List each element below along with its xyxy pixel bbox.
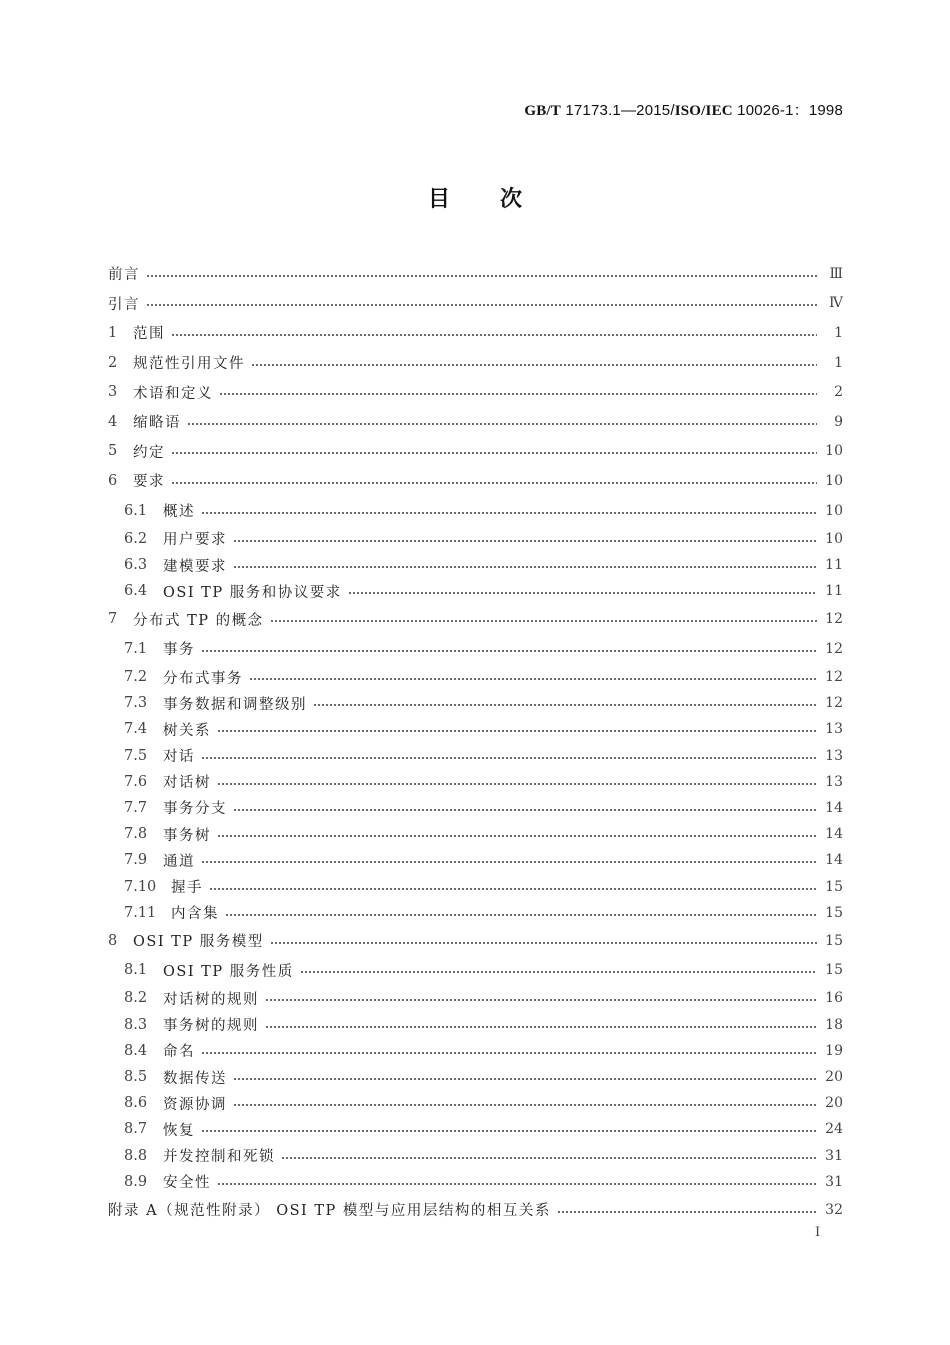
toc-entry-title: 前言 xyxy=(108,267,140,284)
toc-entry[interactable] xyxy=(108,769,843,795)
toc-entry-number: 7.4 xyxy=(124,721,148,738)
dot-leader xyxy=(201,1122,817,1136)
toc-entry-page: 12 xyxy=(825,611,843,628)
toc-entry[interactable] xyxy=(108,604,843,634)
toc-entry-page: 12 xyxy=(825,640,843,657)
toc-entry[interactable] xyxy=(108,289,843,319)
standard-number xyxy=(524,99,843,120)
toc-entry-number: 7.7 xyxy=(124,799,148,816)
toc-entry[interactable] xyxy=(108,1090,843,1116)
dot-leader xyxy=(209,880,817,894)
toc-entry[interactable] xyxy=(108,552,843,578)
toc-entry-page: 31 xyxy=(825,1147,843,1164)
dot-leader xyxy=(201,642,817,656)
toc-entry-title: 规范性引用文件 xyxy=(133,356,245,373)
toc-entry-number: 8 xyxy=(108,932,118,949)
dot-leader xyxy=(201,749,817,763)
dot-leader xyxy=(217,722,817,736)
toc-entry-title: OSI TP 服务性质 xyxy=(163,963,294,980)
toc-entry-title: 对话 xyxy=(163,749,195,766)
toc-entry-title: 概述 xyxy=(163,504,195,521)
toc-entry-page: Ⅳ xyxy=(829,295,843,312)
dot-leader xyxy=(201,1044,817,1058)
toc-entry-page: 11 xyxy=(825,557,843,574)
toc-entry-title: 并发控制和死锁 xyxy=(163,1149,275,1166)
toc-entry[interactable] xyxy=(108,742,843,768)
toc-entry-page: 13 xyxy=(825,747,843,764)
toc-entry-page: 10 xyxy=(825,472,843,489)
toc-entry-number: 7.10 xyxy=(124,878,157,895)
toc-entry-page: 11 xyxy=(825,583,843,600)
toc-entry-number: 7 xyxy=(108,611,118,628)
toc-entry-title: 事务分支 xyxy=(163,801,227,818)
toc-entry-page: 14 xyxy=(825,826,843,843)
toc-entry[interactable] xyxy=(108,348,843,378)
toc-entry-number: 6.2 xyxy=(124,530,148,547)
page-number: I xyxy=(815,1225,821,1240)
dot-leader xyxy=(217,827,817,841)
toc-entry-page: 9 xyxy=(834,413,843,430)
toc-entry-title: 要求 xyxy=(133,474,165,491)
dot-leader xyxy=(146,296,817,310)
toc-entry[interactable] xyxy=(108,690,843,716)
toc-entry-number: 7.11 xyxy=(124,904,157,921)
toc-entry[interactable] xyxy=(108,664,843,690)
dot-leader xyxy=(219,385,817,399)
dot-leader xyxy=(233,532,817,546)
dot-leader xyxy=(225,906,817,920)
toc-entry-number: 8.2 xyxy=(124,990,148,1007)
toc-entry[interactable] xyxy=(108,985,843,1011)
toc-entry-title: OSI TP 服务和协议要求 xyxy=(163,584,342,601)
std-tail: 10026-1：1998 xyxy=(732,102,843,119)
toc-entry-page: 14 xyxy=(825,852,843,869)
dot-leader xyxy=(217,775,817,789)
toc-entry-page: 1 xyxy=(834,324,843,341)
toc-entry-number: 7.3 xyxy=(124,695,148,712)
toc-entry-number: 8.9 xyxy=(124,1173,148,1190)
std-body: 17173.1—2015/ xyxy=(560,102,675,119)
dot-leader xyxy=(270,934,817,948)
std-prefix: GB/T xyxy=(524,103,561,119)
toc-entry-title: 用户要求 xyxy=(163,532,227,549)
dot-leader xyxy=(265,991,817,1005)
toc-entry-page: 14 xyxy=(825,799,843,816)
toc-entry-page: 12 xyxy=(825,669,843,685)
toc-entry[interactable] xyxy=(108,1143,843,1169)
toc-entry[interactable] xyxy=(108,318,843,348)
toc-entry-title: 握手 xyxy=(171,880,203,896)
toc-entry-title: 术语和定义 xyxy=(133,385,213,402)
toc-entry[interactable] xyxy=(108,847,843,873)
toc-entry[interactable] xyxy=(108,821,843,847)
dot-leader xyxy=(270,612,817,626)
toc-entry[interactable] xyxy=(108,716,843,742)
toc-entry-number: 3 xyxy=(108,384,118,401)
toc-entry-page: 19 xyxy=(825,1042,843,1059)
toc-entry-number: 6 xyxy=(108,472,118,489)
toc-entry-page: 15 xyxy=(825,962,843,979)
dot-leader xyxy=(233,1070,817,1084)
dot-leader xyxy=(146,267,817,281)
toc-entry-page: 16 xyxy=(825,990,843,1007)
toc-entry-title: 命名 xyxy=(163,1044,195,1061)
table-of-contents xyxy=(108,259,843,1224)
toc-entry-title: 范围 xyxy=(133,326,165,343)
dot-leader xyxy=(300,963,817,977)
dot-leader xyxy=(217,1175,817,1189)
dot-leader xyxy=(348,584,817,598)
toc-entry-page: 20 xyxy=(825,1069,843,1086)
toc-entry[interactable] xyxy=(108,1195,843,1225)
toc-entry[interactable] xyxy=(108,873,843,899)
toc-entry[interactable] xyxy=(108,926,843,956)
toc-entry-number: 8.5 xyxy=(124,1069,148,1086)
toc-entry-title: 事务树 xyxy=(163,827,211,844)
toc-entry-number: 7.6 xyxy=(124,773,148,790)
toc-entry-page: 18 xyxy=(825,1016,843,1033)
toc-entry[interactable] xyxy=(108,377,843,407)
dot-leader xyxy=(171,444,817,458)
dot-leader xyxy=(187,415,817,429)
toc-entry[interactable] xyxy=(108,900,843,926)
toc-entry-number: 8.6 xyxy=(124,1095,148,1112)
toc-entry-title: 数据传送 xyxy=(163,1070,227,1087)
toc-entry-number: 1 xyxy=(108,324,118,341)
toc-entry-page: 15 xyxy=(825,932,843,949)
toc-entry-title: 对话树 xyxy=(163,775,211,792)
toc-entry-page: 31 xyxy=(825,1173,843,1190)
toc-entry-title: 缩略语 xyxy=(133,415,181,432)
toc-entry-number: 8.4 xyxy=(124,1042,148,1059)
toc-entry[interactable] xyxy=(108,578,843,604)
toc-entry-title: 资源协调 xyxy=(163,1096,227,1113)
toc-entry-number: 7.5 xyxy=(124,747,148,764)
toc-entry-title: 建模要求 xyxy=(163,558,227,575)
toc-entry-title: 事务数据和调整级别 xyxy=(163,696,307,713)
toc-entry-number: 7.9 xyxy=(124,852,148,869)
toc-entry-page: 1 xyxy=(834,354,843,371)
toc-entry-title: 对话树的规则 xyxy=(163,991,259,1008)
toc-entry[interactable] xyxy=(108,496,843,526)
dot-leader xyxy=(249,670,817,684)
toc-entry-number: 8.8 xyxy=(124,1147,148,1164)
toc-entry-page: 15 xyxy=(825,904,843,921)
dot-leader xyxy=(171,474,817,488)
dot-leader xyxy=(313,696,817,710)
toc-entry-page: 20 xyxy=(825,1095,843,1112)
toc-entry[interactable] xyxy=(108,437,843,467)
toc-entry-page: 13 xyxy=(825,773,843,790)
toc-entry-number: 7.8 xyxy=(124,826,148,843)
dot-leader xyxy=(233,801,817,815)
toc-entry[interactable] xyxy=(108,259,843,289)
toc-entry-number: 7.2 xyxy=(124,669,148,685)
dot-leader xyxy=(171,326,817,340)
toc-entry-page: 10 xyxy=(825,502,843,519)
toc-entry-page: Ⅲ xyxy=(829,265,843,282)
toc-entry-number: 6.1 xyxy=(124,502,148,519)
toc-entry-title: 分布式 TP 的概念 xyxy=(133,612,264,629)
toc-entry-page: 12 xyxy=(825,695,843,712)
toc-entry-title: 分布式事务 xyxy=(163,670,243,687)
toc-entry-title: 事务树的规则 xyxy=(163,1018,259,1035)
toc-entry-title: 内含集 xyxy=(171,906,219,923)
toc-entry-number: 7.1 xyxy=(124,640,148,657)
toc-entry-number: 8.3 xyxy=(124,1016,148,1033)
toc-entry[interactable] xyxy=(108,1038,843,1064)
toc-entry-title: 树关系 xyxy=(163,722,211,739)
toc-entry-title: OSI TP 服务模型 xyxy=(133,934,264,951)
toc-entry[interactable] xyxy=(108,1169,843,1195)
toc-entry-number: 4 xyxy=(108,413,118,430)
toc-entry-page: 32 xyxy=(825,1201,843,1218)
toc-entry[interactable] xyxy=(108,955,843,985)
toc-entry-page: 10 xyxy=(825,443,843,460)
page-title: 目次 xyxy=(427,186,572,212)
toc-entry-title: 安全性 xyxy=(163,1175,211,1192)
dot-leader xyxy=(265,1018,817,1032)
toc-entry[interactable] xyxy=(108,795,843,821)
toc-entry-title: 约定 xyxy=(133,444,165,461)
dot-leader xyxy=(251,356,817,370)
toc-entry-page: 15 xyxy=(825,878,843,895)
toc-entry[interactable] xyxy=(108,1064,843,1090)
toc-entry[interactable] xyxy=(108,407,843,437)
toc-entry[interactable] xyxy=(108,526,843,552)
dot-leader xyxy=(233,558,817,572)
toc-entry[interactable] xyxy=(108,1012,843,1038)
toc-entry-title: 引言 xyxy=(108,296,140,313)
toc-entry-title: 事务 xyxy=(163,642,195,659)
dot-leader xyxy=(201,504,817,518)
toc-entry-page: 2 xyxy=(834,384,843,401)
toc-entry-number: 2 xyxy=(108,354,118,371)
toc-entry-number: 6.4 xyxy=(124,583,148,600)
toc-entry-number: 8.7 xyxy=(124,1121,148,1138)
dot-leader xyxy=(201,853,817,867)
std-mid: ISO/IEC xyxy=(674,103,733,119)
toc-entry-number: 8.1 xyxy=(124,962,148,979)
toc-entry-title: 恢复 xyxy=(163,1122,195,1139)
toc-entry[interactable] xyxy=(108,466,843,496)
toc-entry[interactable] xyxy=(108,634,843,664)
toc-entry-page: 10 xyxy=(825,530,843,547)
dot-leader xyxy=(281,1149,817,1163)
toc-entry-title: 附录 A（规范性附录） OSI TP 模型与应用层结构的相互关系 xyxy=(108,1203,551,1220)
toc-entry[interactable] xyxy=(108,1116,843,1142)
dot-leader xyxy=(557,1203,817,1217)
dot-leader xyxy=(233,1096,817,1110)
toc-entry-number: 6.3 xyxy=(124,557,148,574)
toc-entry-page: 13 xyxy=(825,721,843,738)
toc-entry-title: 通道 xyxy=(163,853,195,870)
toc-entry-page: 24 xyxy=(825,1121,843,1138)
toc-entry-number: 5 xyxy=(108,443,118,460)
